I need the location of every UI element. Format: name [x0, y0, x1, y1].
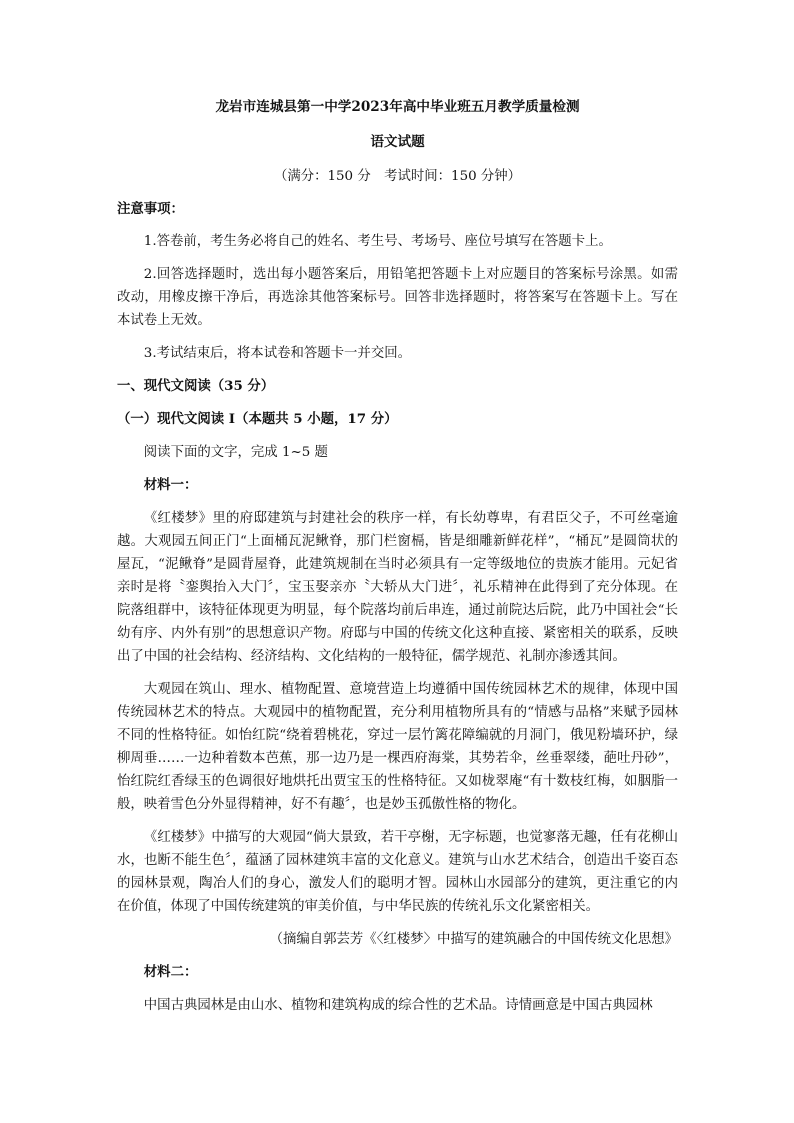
material-1-paragraph-1: 《红楼梦》里的府邸建筑与封建社会的秩序一样，有长幼尊卑，有君臣父子，不可丝毫逾越。大观园五间正门“上面桶瓦泥鳅脊，那门栏窗槅，皆是细雕新鲜花样”，“桶瓦”是圆筒状的屋瓦，“泥鳅脊”是圆背屋脊，此建筑规制在当时必须具有一定等级地位的贵族才能用。元妃省亲时是将〝銮舆抬入大门〞，宝玉娶亲亦〝大轿从大门进〞，礼乐精神在此得到了充分体现。在院落组群中，该特征体现更为明显，每个院落均前后串连，通过前院达后院，此乃中国社会“长幼有序、内外有别”的思想意识产物。府邸与中国的传统文化这种直接、紧密相关的联系，反映出了中国的社会结构、经济结构、文化结构的一般特征，儒学规范、礼制亦渗透其间。 — [117, 511, 678, 664]
material-1-source: （摘编自郭芸芳《〈红楼梦〉中描写的建筑融合的中国传统文化思想》 — [269, 932, 678, 947]
material-2-paragraph-1: 中国古典园林是由山水、植物和建筑构成的综合性的艺术品。诗情画意是中国古典园林 — [143, 998, 653, 1013]
section-heading: 一、现代文阅读（35 分） — [117, 378, 275, 394]
material-1-paragraph-2: 大观园在筑山、理水、植物配置、意境营造上均遵循中国传统园林艺术的规律，体现中国传统园林艺术的特点。大观园中的植物配置，充分利用植物所具有的“情感与品格”来赋予园林不同的性格特征。如怡红院“绕着碧桃花，穿过一层竹篱花障编就的月洞门，俄见粉墙环护，绿柳周垂……一边种着数本芭蕉，那一边乃是一棵西府海棠，其势若伞，丝垂翠缕，葩吐丹砂”，怡红院红香绿玉的色调很好地烘托出贾宝玉的性格特征。又如栊翠庵“有十数枝红梅，如胭脂一般，映着雪色分外显得精神，好不有趣〞，也是妙玉孤傲性格的物化。 — [117, 682, 678, 812]
notice-item-3: 3.考试结束后，将本试卷和答题卡一并交回。 — [143, 346, 411, 361]
subsection-heading: （一）现代文阅读 I（本题共 5 小题，17 分） — [117, 411, 398, 427]
exam-subtitle: 语文试题 — [370, 134, 425, 150]
exam-meta: （满分：150 分 考试时间：150 分钟） — [273, 169, 522, 184]
material-2-label: 材料二： — [143, 964, 198, 980]
notice-item-2: 2.回答选择题时，选出每小题答案后，用铅笔把答题卡上对应题目的答案标号涂黑。如需改动，用橡皮擦干净后，再选涂其他答案标号。回答非选择题时，将答案写在答题卡上。写在本试卷上无效。 — [117, 267, 678, 328]
notice-item-1: 1.答卷前，考生务必将自己的姓名、考生号、考场号、座位号填写在答题卡上。 — [143, 234, 612, 249]
material-1-label: 材料一： — [143, 477, 198, 493]
material-1-paragraph-3: 《红楼梦》中描写的大观园“倘大景致，若干亭榭，无字标题，也觉寥落无趣，任有花柳山水，也断不能生色〞，蕴涵了园林建筑丰富的文化意义。建筑与山水艺术结合，创造出千姿百态的园林景观，陶冶人们的身心，激发人们的聪明才智。园林山水园部分的建筑，更注重它的内在价值，体现了中国传统建筑的审美价值，与中华民族的传统礼乐文化紧密相关。 — [117, 830, 678, 914]
reading-instruction: 阅读下面的文字，完成 1~5 题 — [143, 445, 328, 460]
exam-title: 龙岩市连城县第一中学2023年高中毕业班五月教学质量检测 — [215, 99, 580, 115]
notice-heading: 注意事项： — [117, 201, 184, 217]
